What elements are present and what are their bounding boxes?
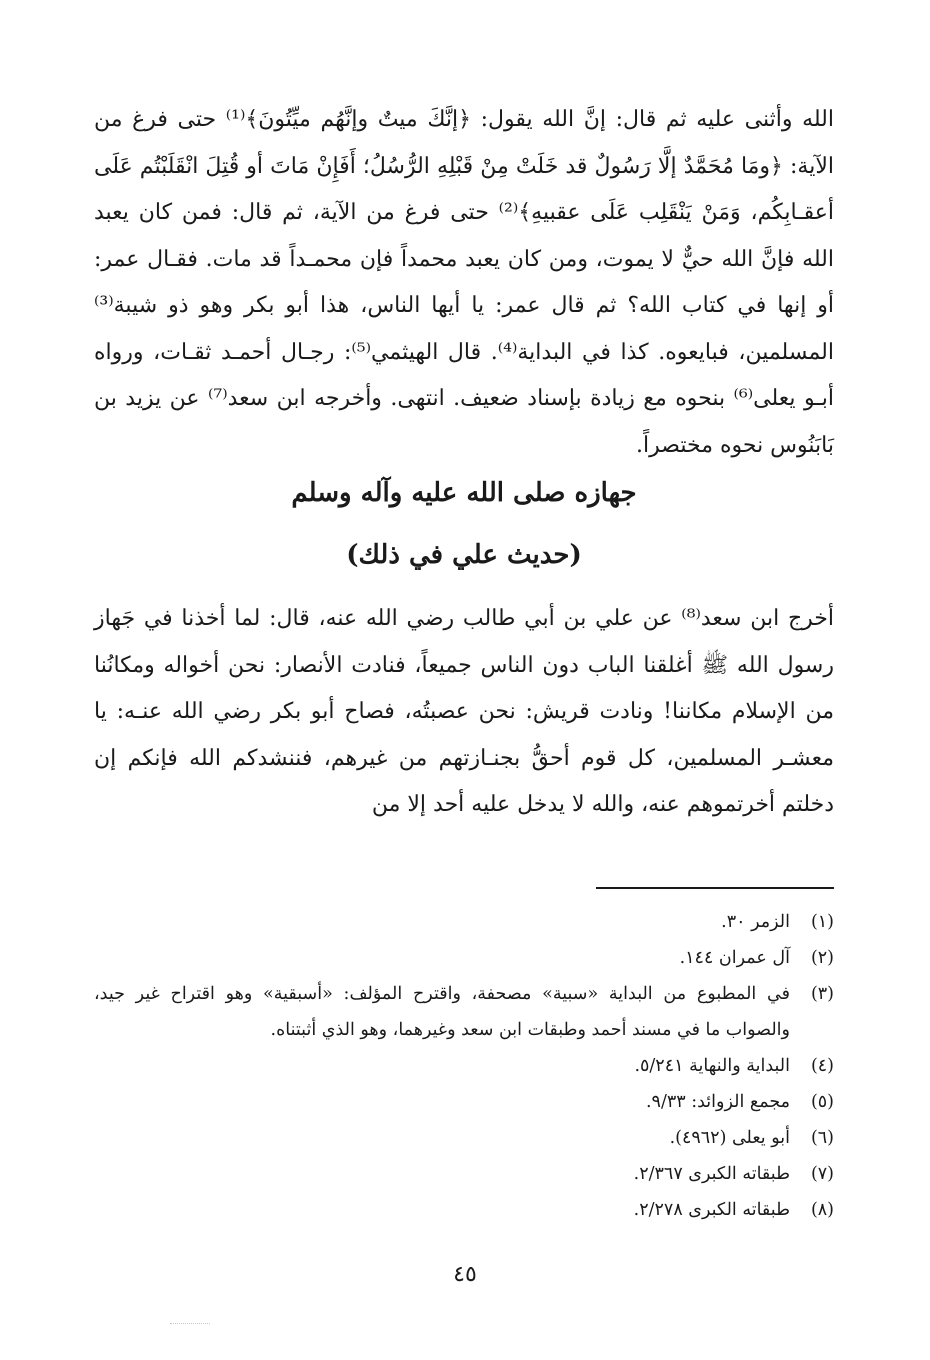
footnote-number: (٣) xyxy=(810,984,834,1004)
footnote-number: (٦) xyxy=(810,1128,834,1148)
section-subheading: (حديث علي في ذلك) xyxy=(346,540,582,570)
footnote-item xyxy=(94,1084,834,1120)
footnote-item xyxy=(94,1048,834,1084)
footnote-number: (٤) xyxy=(810,1056,834,1076)
footnote-text: أبو يعلى (٤٩٦٢). xyxy=(669,1128,790,1148)
footnote-item xyxy=(94,940,834,976)
footnote-number: (٢) xyxy=(810,948,834,968)
body-paragraph: أخرج ابن سعد⁽⁸⁾ عن علي بن أبي طالب رضي الله عنه، قال: لما أخذنا في جَهاز رسول الله ﷺ أغلقنا الباب دون الناس جميعاً، فنادت الأنصار: نحن أخواله ومكانُنا من الإسلام مكاننا! ونادت قريش: نحن عصبتُه، فصاح أبو بكر رضي الله عنـه: يا معشـر المسلمين، كل قوم أحقُّ بجنـازتهم من غيرهم، فننشدكم الله فإنكم إن دخلتم أخرتموهم عنه، والله لا يدخل عليه أحد إلا من xyxy=(94,606,834,817)
body-paragraph-continued: الله وأثنى عليه ثم قال: إنَّ الله يقول: ﴿إنَّكَ ميتٌ وإنَّهُم ميِّتُونَ﴾⁽¹⁾ حتى فرغ من الآية: ﴿ومَا مُحَمَّدٌ إلَّا رَسُولٌ قد خَلَتْ مِنْ قَبْلِهِ الرُّسُلُ؛ أَفَإِنْ مَاتَ أو قُتِلَ انْقَلَبْتُم عَلَى أعقـابِكُم، وَمَنْ يَنْقَلِب عَلَى عقبيهِ﴾⁽²⁾ حتى فرغ من الآية، ثم قال: فمن كان يعبد الله فإنَّ الله حيٌّ لا يموت، ومن كان يعبد محمداً فإن محمـداً قد مات. فقـال عمر: أو إنها في كتاب الله؟ ثم قال عمر: يا أيها الناس، هذا أبو بكر وهو ذو شيبة⁽³⁾ المسلمين، فبايعوه. كذا في البداية⁽⁴⁾. قال الهيثمي⁽⁵⁾: رجـال أحمـد ثقـات، ورواه أبـو يعلى⁽⁶⁾ بنحوه مع زيادة بإسناد ضعيف. انتهى. وأخرجه ابن سعد⁽⁷⁾ عن يزيد بن بَابَنُوس نحوه مختصراً. xyxy=(94,107,835,458)
footnote-text: الزمر ٣٠. xyxy=(721,912,790,932)
footnotes-list xyxy=(94,904,834,1228)
footnote-number: (١) xyxy=(810,912,834,932)
footnote-separator xyxy=(596,887,834,889)
footnote-item xyxy=(94,1156,834,1192)
footnote-number: (٥) xyxy=(810,1092,834,1112)
footnote-text: مجمع الزوائد: ٩/٣٣. xyxy=(645,1092,790,1112)
footnote-text: طبقاته الكبرى ٢/٣٦٧. xyxy=(633,1164,790,1184)
footnote-item xyxy=(94,904,834,940)
footnote-text: البداية والنهاية ٥/٢٤١. xyxy=(634,1056,790,1076)
page-number: ٤٥ xyxy=(453,1262,477,1287)
footnote-text: طبقاته الكبرى ٢/٢٧٨. xyxy=(633,1200,790,1220)
footnote-item xyxy=(94,976,834,1048)
footnote-number: (٨) xyxy=(810,1200,834,1220)
scan-artifact xyxy=(170,1323,210,1325)
footnote-item xyxy=(94,1120,834,1156)
footnote-number: (٧) xyxy=(810,1164,834,1184)
footnote-text: في المطبوع من البداية «سبية» مصحفة، واقترح المؤلف: «أسبقية» وهو اقتراح غير جيد، والصواب ما في مسند أحمد وطبقات ابن سعد وغيرهما، وهو الذي أثبتناه. xyxy=(94,984,790,1040)
section-heading: جهازه صلى الله عليه وآله وسلم xyxy=(291,478,637,508)
footnote-text: آل عمران ١٤٤. xyxy=(679,948,790,968)
footnote-item xyxy=(94,1192,834,1228)
